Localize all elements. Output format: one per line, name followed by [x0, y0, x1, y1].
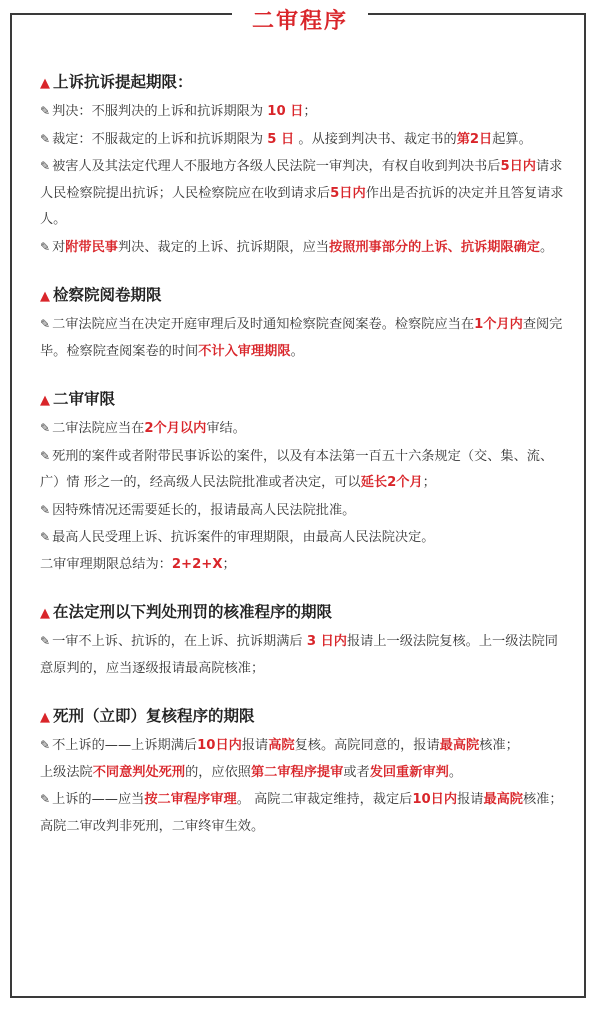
- triangle-icon: ▲: [40, 710, 50, 725]
- body-text: 报请: [241, 738, 269, 753]
- body-text: ；: [303, 104, 317, 119]
- highlight-text: 不计入审理期限: [198, 343, 291, 359]
- body-text: 。: [448, 764, 462, 780]
- section-heading-text: 二审审限: [53, 390, 116, 408]
- pencil-icon: ✎: [40, 421, 51, 435]
- section-heading-text: 检察院阅卷期限: [53, 286, 162, 304]
- paragraph: [40, 443, 570, 497]
- section: [40, 387, 570, 578]
- body-text: 审结。: [206, 421, 246, 436]
- body-text: 报请上一级法院复核。上一级法院同意原判的，应当逐级报请最高院核准；: [40, 634, 558, 676]
- highlight-text: 按照刑事部分的上诉、抗诉期限确定: [329, 239, 540, 255]
- paragraph: [40, 786, 570, 840]
- body-text: 一审不上诉、抗诉的，在上诉、抗诉期满后: [52, 634, 307, 649]
- highlight-text: 10日内: [197, 738, 242, 753]
- body-text: 。从接到判决书、裁定书的: [294, 131, 457, 147]
- section-heading-text: 在法定刑以下判处刑罚的核准程序的期限: [53, 603, 333, 621]
- body-text: 或者: [343, 764, 370, 780]
- paragraph: [40, 311, 570, 365]
- pencil-icon: ✎: [40, 104, 51, 118]
- pencil-icon: ✎: [40, 738, 51, 752]
- highlight-text: 10 日: [267, 104, 304, 119]
- pencil-icon: ✎: [40, 448, 51, 463]
- body-text: ；: [422, 475, 436, 490]
- body-text: 二审法院应当在: [52, 421, 145, 436]
- document-body: [40, 70, 570, 862]
- highlight-text: 5 日: [267, 131, 295, 147]
- body-text: 判决、裁定的上诉、抗诉期限，应当: [118, 239, 329, 255]
- highlight-text: 1个月内: [474, 317, 523, 332]
- paragraph: [40, 153, 570, 234]
- paragraph: [40, 497, 570, 525]
- highlight-text: 2+2+X: [171, 556, 223, 572]
- body-text: 判决：不服判决的上诉和抗诉期限为: [52, 104, 268, 119]
- body-text: 查阅完毕。检察院查阅案卷的时间: [40, 317, 563, 359]
- pencil-icon: ✎: [40, 317, 51, 331]
- paragraph: [40, 524, 570, 552]
- body-text: 起算。: [492, 131, 532, 147]
- body-text: 。: [540, 239, 554, 255]
- highlight-text: 附带民事: [65, 239, 118, 255]
- body-text: 裁定：不服裁定的上诉和抗诉期限为: [52, 131, 268, 147]
- section-heading: [40, 387, 570, 413]
- body-text: 死刑的案件或者附带民事诉讼的案件，以及有本法第一百五十六条规定（交、集、流、广）情 形之一的，经高级人民法院批准或者决定，可以: [40, 448, 554, 490]
- triangle-icon: ▲: [40, 606, 50, 621]
- triangle-icon: ▲: [40, 289, 50, 304]
- triangle-icon: ▲: [40, 76, 50, 91]
- pencil-icon: ✎: [40, 131, 51, 146]
- body-text: 的，应依照: [185, 764, 251, 780]
- body-text: 报请: [457, 792, 484, 807]
- highlight-text: 高院: [268, 738, 295, 753]
- title-bar: [0, 0, 600, 44]
- paragraph: [40, 126, 570, 154]
- highlight-text: 3 日内: [306, 634, 347, 649]
- body-text: 上级法院: [40, 764, 93, 780]
- section-heading-text: 上诉抗诉提起期限：: [53, 73, 193, 91]
- pencil-icon: ✎: [40, 159, 51, 173]
- pencil-icon: ✎: [40, 239, 51, 254]
- section-heading: [40, 283, 570, 309]
- highlight-text: 5日内: [500, 159, 536, 174]
- section-heading: [40, 600, 570, 626]
- section: [40, 704, 570, 840]
- section: [40, 70, 570, 261]
- body-text: ；: [222, 556, 236, 572]
- highlight-text: 第2日: [456, 131, 493, 147]
- highlight-text: 10日内: [412, 792, 458, 807]
- body-text: 上诉的——应当: [52, 792, 145, 807]
- page-title: 二审程序: [232, 0, 368, 44]
- highlight-text: 第二审程序提审: [251, 764, 344, 780]
- section-heading: [40, 704, 570, 730]
- highlight-text: 5日内: [330, 185, 366, 201]
- section-heading-text: 死刑（立即）复核程序的期限: [53, 707, 255, 725]
- body-text: 请求人民检察院提出抗诉；人民检察院应在收到请求后: [40, 159, 563, 201]
- paragraph: [40, 732, 570, 760]
- body-text: 。: [290, 343, 304, 359]
- body-text: 二审审理期限总结为：: [40, 556, 172, 572]
- highlight-text: 延长2个月: [360, 475, 423, 490]
- body-text: 。 高院二审裁定维持，裁定后: [236, 792, 413, 807]
- paragraph: [40, 234, 570, 262]
- body-text: 核准； 高院二审改判非死刑，二审终审生效。: [40, 792, 563, 834]
- pencil-icon: ✎: [40, 634, 51, 648]
- body-text: 复核。高院同意的，报请: [294, 738, 440, 753]
- highlight-text: 不同意判处死刑: [92, 764, 186, 780]
- paragraph: [40, 760, 570, 787]
- body-text: 对: [52, 239, 66, 255]
- section-heading: [40, 70, 570, 96]
- highlight-text: 最高院: [483, 792, 523, 807]
- triangle-icon: ▲: [40, 393, 50, 408]
- body-text: 因特殊情况还需要延长的，报请最高人民法院批准。: [52, 502, 356, 518]
- paragraph: [40, 415, 570, 443]
- body-text: 被害人及其法定代理人不服地方各级人民法院一审判决，有权自收到判决书后: [52, 159, 501, 174]
- body-text: 核准；: [479, 738, 519, 753]
- paragraph: [40, 628, 570, 682]
- pencil-icon: ✎: [40, 502, 51, 517]
- highlight-text: 最高院: [439, 738, 480, 753]
- pencil-icon: ✎: [40, 792, 51, 806]
- highlight-text: 按二审程序审理: [144, 792, 237, 807]
- highlight-text: 发回重新审判: [369, 764, 449, 780]
- body-text: 不上诉的——上诉期满后: [52, 738, 198, 753]
- body-text: 作出是否抗诉的决定并且答复请求人。: [40, 185, 564, 227]
- section: [40, 283, 570, 365]
- paragraph: [40, 552, 570, 579]
- pencil-icon: ✎: [40, 530, 51, 544]
- section: [40, 600, 570, 682]
- body-text: 二审法院应当在决定开庭审理后及时通知检察院查阅案卷。检察院应当在: [52, 317, 475, 332]
- body-text: 最高人民受理上诉、抗诉案件的审理期限，由最高人民法院决定。: [52, 530, 435, 545]
- paragraph: [40, 98, 570, 126]
- highlight-text: 2个月以内: [144, 421, 207, 436]
